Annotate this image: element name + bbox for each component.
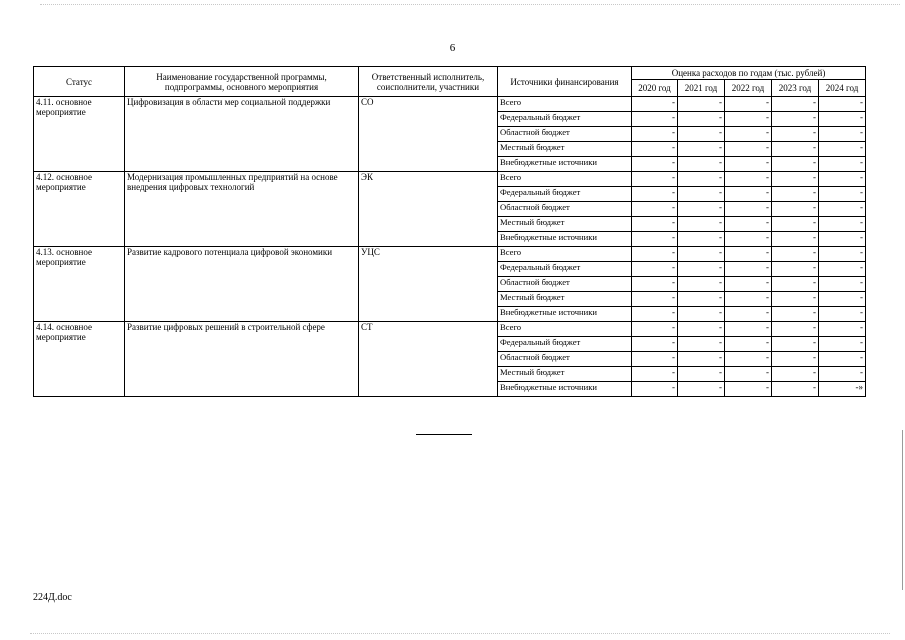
value-cell: -: [819, 172, 866, 187]
value-cell: -: [678, 352, 725, 367]
name-cell: Цифровизация в области мер социальной поддержки: [125, 97, 359, 172]
value-cell: -: [632, 187, 678, 202]
value-cell: -: [772, 142, 819, 157]
table-row: [34, 322, 866, 337]
value-cell: -: [725, 217, 772, 232]
header-year-2022: 2022 год: [725, 80, 772, 97]
responsible-cell: УЦС: [359, 247, 498, 322]
table-row: [34, 97, 866, 112]
source-label: Областной бюджет: [498, 277, 632, 292]
value-cell: -: [819, 337, 866, 352]
value-cell: -: [772, 217, 819, 232]
source-label: Местный бюджет: [498, 367, 632, 382]
value-cell: -: [632, 232, 678, 247]
value-cell: -: [678, 202, 725, 217]
value-cell: -: [678, 322, 725, 337]
value-cell: -: [678, 187, 725, 202]
value-cell: -: [772, 112, 819, 127]
value-cell: -: [819, 187, 866, 202]
name-cell: Развитие кадрового потенциала цифровой экономики: [125, 247, 359, 322]
value-cell: -: [678, 142, 725, 157]
value-cell: -: [772, 352, 819, 367]
value-cell: -: [772, 127, 819, 142]
value-cell: -: [819, 352, 866, 367]
source-label: Областной бюджет: [498, 352, 632, 367]
value-cell: -: [772, 172, 819, 187]
value-cell: -: [772, 262, 819, 277]
value-cell: -: [725, 127, 772, 142]
scan-artifact-top: [40, 4, 900, 5]
value-cell: -: [725, 262, 772, 277]
table-body: [34, 97, 866, 397]
header-year-2023: 2023 год: [772, 80, 819, 97]
value-cell: -: [632, 277, 678, 292]
source-label: Федеральный бюджет: [498, 337, 632, 352]
value-cell: -: [632, 172, 678, 187]
value-cell: -: [819, 157, 866, 172]
value-cell: -: [725, 232, 772, 247]
table-row: [34, 247, 866, 262]
value-cell: -: [678, 247, 725, 262]
value-cell: -: [678, 172, 725, 187]
value-cell: -: [632, 127, 678, 142]
value-cell: -: [678, 217, 725, 232]
source-label: Областной бюджет: [498, 127, 632, 142]
value-cell: -: [772, 232, 819, 247]
value-cell: -: [632, 367, 678, 382]
source-label: Всего: [498, 97, 632, 112]
status-cell: 4.12. основное мероприятие: [34, 172, 125, 247]
value-cell: -: [725, 187, 772, 202]
header-sources: Источники финансирования: [498, 67, 632, 97]
source-label: Федеральный бюджет: [498, 187, 632, 202]
value-cell: -: [678, 112, 725, 127]
value-cell: -: [632, 307, 678, 322]
value-cell: -: [632, 157, 678, 172]
responsible-cell: СО: [359, 97, 498, 172]
source-label: Всего: [498, 172, 632, 187]
value-cell: -: [725, 352, 772, 367]
responsible-cell: ЭК: [359, 172, 498, 247]
value-cell: -: [725, 337, 772, 352]
status-cell: 4.11. основное мероприятие: [34, 97, 125, 172]
value-cell: -»: [819, 382, 866, 397]
source-label: Местный бюджет: [498, 292, 632, 307]
value-cell: -: [678, 292, 725, 307]
value-cell: -: [725, 292, 772, 307]
value-cell: -: [772, 382, 819, 397]
page-number: 6: [449, 42, 456, 54]
header-year-2024: 2024 год: [819, 80, 866, 97]
name-cell: Модернизация промышленных предприятий на основе внедрения цифровых технологий: [125, 172, 359, 247]
value-cell: -: [819, 262, 866, 277]
value-cell: -: [678, 157, 725, 172]
value-cell: -: [725, 277, 772, 292]
header-responsible: Ответственный исполнитель, соисполнители, участники: [359, 67, 498, 97]
value-cell: -: [632, 382, 678, 397]
table-row: [34, 172, 866, 187]
value-cell: -: [725, 112, 772, 127]
value-cell: -: [678, 277, 725, 292]
responsible-cell: СТ: [359, 322, 498, 397]
value-cell: -: [678, 232, 725, 247]
source-label: Внебюджетные источники: [498, 382, 632, 397]
value-cell: -: [725, 172, 772, 187]
header-name: Наименование государственной программы, подпрограммы, основного мероприятия: [125, 67, 359, 97]
source-label: Федеральный бюджет: [498, 262, 632, 277]
value-cell: -: [678, 337, 725, 352]
value-cell: -: [725, 142, 772, 157]
value-cell: -: [725, 97, 772, 112]
value-cell: -: [632, 202, 678, 217]
source-label: Местный бюджет: [498, 217, 632, 232]
source-label: Федеральный бюджет: [498, 112, 632, 127]
value-cell: -: [772, 187, 819, 202]
source-label: Внебюджетные источники: [498, 157, 632, 172]
value-cell: -: [678, 307, 725, 322]
value-cell: -: [725, 367, 772, 382]
status-cell: 4.13. основное мероприятие: [34, 247, 125, 322]
value-cell: -: [772, 157, 819, 172]
value-cell: -: [632, 142, 678, 157]
value-cell: -: [819, 247, 866, 262]
value-cell: -: [772, 322, 819, 337]
scan-artifact-bottom: [30, 633, 890, 634]
footer-rule: [416, 434, 472, 435]
value-cell: -: [632, 337, 678, 352]
value-cell: -: [819, 367, 866, 382]
value-cell: -: [632, 217, 678, 232]
name-cell: Развитие цифровых решений в строительной сфере: [125, 322, 359, 397]
header-year-2020: 2020 год: [632, 80, 678, 97]
source-label: Всего: [498, 247, 632, 262]
value-cell: -: [632, 322, 678, 337]
value-cell: -: [725, 247, 772, 262]
value-cell: -: [772, 307, 819, 322]
value-cell: -: [772, 97, 819, 112]
value-cell: -: [772, 337, 819, 352]
value-cell: -: [819, 127, 866, 142]
value-cell: -: [819, 292, 866, 307]
value-cell: -: [632, 247, 678, 262]
value-cell: -: [819, 217, 866, 232]
source-label: Внебюджетные источники: [498, 232, 632, 247]
value-cell: -: [725, 157, 772, 172]
value-cell: -: [725, 307, 772, 322]
header-estimate: Оценка расходов по годам (тыс. рублей): [632, 67, 866, 80]
value-cell: -: [819, 142, 866, 157]
value-cell: -: [819, 112, 866, 127]
value-cell: -: [772, 247, 819, 262]
value-cell: -: [678, 367, 725, 382]
header-year-2021: 2021 год: [678, 80, 725, 97]
header-status: Статус: [34, 67, 125, 97]
value-cell: -: [678, 97, 725, 112]
value-cell: -: [772, 367, 819, 382]
value-cell: -: [819, 232, 866, 247]
status-cell: 4.14. основное мероприятие: [34, 322, 125, 397]
value-cell: -: [819, 97, 866, 112]
value-cell: -: [772, 277, 819, 292]
value-cell: -: [819, 307, 866, 322]
value-cell: -: [819, 277, 866, 292]
value-cell: -: [772, 202, 819, 217]
source-label: Всего: [498, 322, 632, 337]
value-cell: -: [632, 352, 678, 367]
value-cell: -: [632, 97, 678, 112]
value-cell: -: [819, 322, 866, 337]
value-cell: -: [819, 202, 866, 217]
scan-artifact-right: [902, 430, 903, 590]
value-cell: -: [632, 112, 678, 127]
value-cell: -: [725, 322, 772, 337]
source-label: Местный бюджет: [498, 142, 632, 157]
source-label: Внебюджетные источники: [498, 307, 632, 322]
value-cell: -: [678, 382, 725, 397]
value-cell: -: [725, 202, 772, 217]
value-cell: -: [678, 262, 725, 277]
value-cell: -: [632, 292, 678, 307]
table-header: [34, 67, 866, 97]
value-cell: -: [632, 262, 678, 277]
value-cell: -: [772, 292, 819, 307]
expense-table: [33, 66, 866, 397]
value-cell: -: [725, 382, 772, 397]
file-name: 224Д.doc: [33, 592, 72, 603]
source-label: Областной бюджет: [498, 202, 632, 217]
value-cell: -: [678, 127, 725, 142]
